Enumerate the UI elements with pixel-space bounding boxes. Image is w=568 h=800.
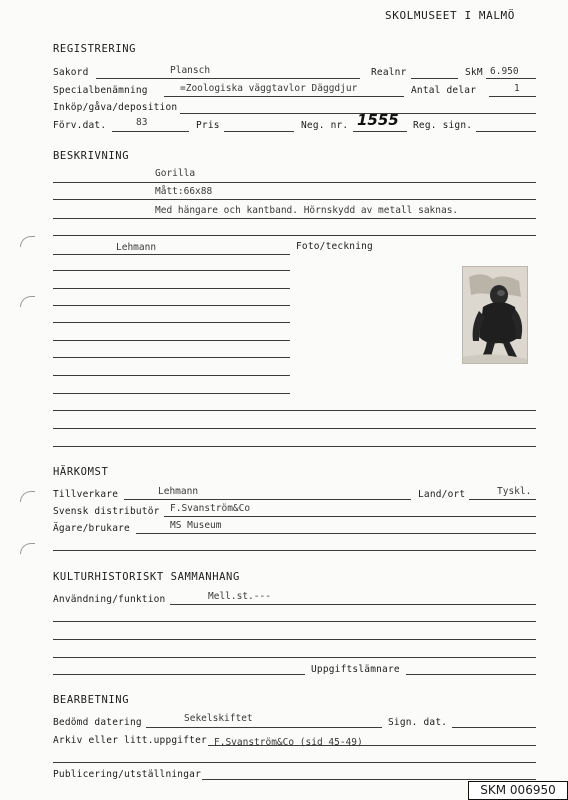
rule (53, 182, 536, 183)
special-value: =Zoologiska väggtavlor Däggdjur (180, 83, 358, 94)
section-bearbetning: BEARBETNING (53, 694, 130, 706)
special-label: Specialbenämning (53, 85, 148, 96)
tillverkare-value: Lehmann (158, 486, 199, 497)
neg-value: 1555 (357, 111, 399, 129)
datering-line (146, 727, 382, 728)
skm-value: 6.950 (490, 66, 519, 77)
datering-label: Bedömd datering (53, 717, 142, 728)
forv-label: Förv.dat. (53, 120, 107, 131)
special-line (164, 96, 404, 97)
section-kultur: KULTURHISTORISKT SAMMANHANG (53, 571, 240, 583)
antal-label: Antal delar (411, 85, 477, 96)
rule (53, 270, 290, 271)
pris-label: Pris (196, 120, 220, 131)
skm-label: SkM (465, 67, 483, 78)
rule (53, 288, 290, 289)
section-beskrivning: BESKRIVNING (53, 150, 130, 162)
rule (53, 639, 536, 640)
rule (53, 410, 536, 411)
rule (53, 674, 305, 675)
distributor-line (164, 516, 536, 517)
tillverkare-line (124, 499, 411, 500)
agare-value: MS Museum (170, 520, 222, 531)
tillverkare-label: Tillverkare (53, 489, 119, 500)
rule (53, 375, 290, 376)
forv-value: 83 (136, 117, 148, 128)
publ-label: Publicering/utställningar (53, 769, 201, 780)
rule (53, 322, 290, 323)
landort-label: Land/ort (418, 489, 466, 500)
anv-label: Användning/funktion (53, 594, 166, 605)
agare-line (136, 533, 536, 534)
sign-line (452, 727, 536, 728)
section-harkomst: HÄRKOMST (53, 466, 109, 478)
rule (53, 199, 536, 200)
landort-value: Tyskl. (497, 486, 532, 497)
distributor-label: Svensk distributör (53, 506, 160, 517)
datering-value: Sekelskiftet (184, 713, 253, 724)
neg-label: Neg. nr. (301, 120, 349, 131)
beskrivning-line-3: Med hängare och kantband. Hörnskydd av metall saknas. (155, 205, 459, 216)
rule (53, 393, 290, 394)
rule (53, 657, 536, 658)
publ-line (202, 779, 536, 780)
archive-stamp: SKM 006950 (468, 781, 568, 800)
realnr-line (411, 78, 458, 79)
anv-line (170, 604, 536, 605)
rule (53, 446, 536, 447)
rule (53, 340, 290, 341)
regsign-label: Reg. sign. (413, 120, 473, 131)
rule (53, 621, 536, 622)
inkop-label: Inköp/gåva/deposition (53, 102, 178, 113)
rule (53, 357, 290, 358)
uppgift-line (406, 674, 536, 675)
sakord-line (96, 78, 360, 79)
arkiv-value: F.Svanström&Co (sid 45-49) (214, 737, 363, 748)
uppgift-label: Uppgiftslämnare (311, 664, 400, 675)
rule (53, 218, 536, 219)
sakord-value: Plansch (170, 65, 211, 76)
gorilla-illustration (463, 267, 527, 363)
arkiv-label: Arkiv eller litt.uppgifter (53, 735, 207, 746)
antal-line (489, 96, 536, 97)
institution-title: SKOLMUSEET I MALMÖ (385, 9, 516, 22)
pris-line (224, 131, 294, 132)
punch-hole (20, 543, 35, 554)
rule (53, 235, 536, 236)
rule (53, 254, 290, 255)
agare-label: Ägare/brukare (53, 523, 130, 534)
forv-line (112, 131, 189, 132)
antal-value: 1 (514, 83, 520, 94)
neg-line (353, 131, 407, 132)
section-registrering: REGISTRERING (53, 43, 137, 55)
rule (53, 550, 536, 551)
punch-hole (20, 491, 35, 502)
punch-hole (20, 236, 35, 247)
landort-line (469, 499, 536, 500)
rule (53, 305, 290, 306)
punch-hole (20, 296, 35, 307)
distributor-value: F.Svanström&Co (170, 503, 251, 514)
sign-label: Sign. dat. (388, 717, 448, 728)
beskrivning-line-2: Mått:66x88 (155, 186, 213, 197)
foto-label: Foto/teckning (296, 241, 373, 252)
skm-line (486, 78, 536, 79)
beskrivning-line-1: Gorilla (155, 168, 196, 179)
rule (53, 428, 536, 429)
rule (53, 762, 536, 763)
author-value: Lehmann (116, 242, 157, 253)
realnr-label: Realnr (371, 67, 407, 78)
sakord-label: Sakord (53, 67, 89, 78)
gorilla-photo (462, 266, 528, 364)
regsign-line (476, 131, 536, 132)
anv-value: Mell.st.--- (208, 591, 271, 602)
